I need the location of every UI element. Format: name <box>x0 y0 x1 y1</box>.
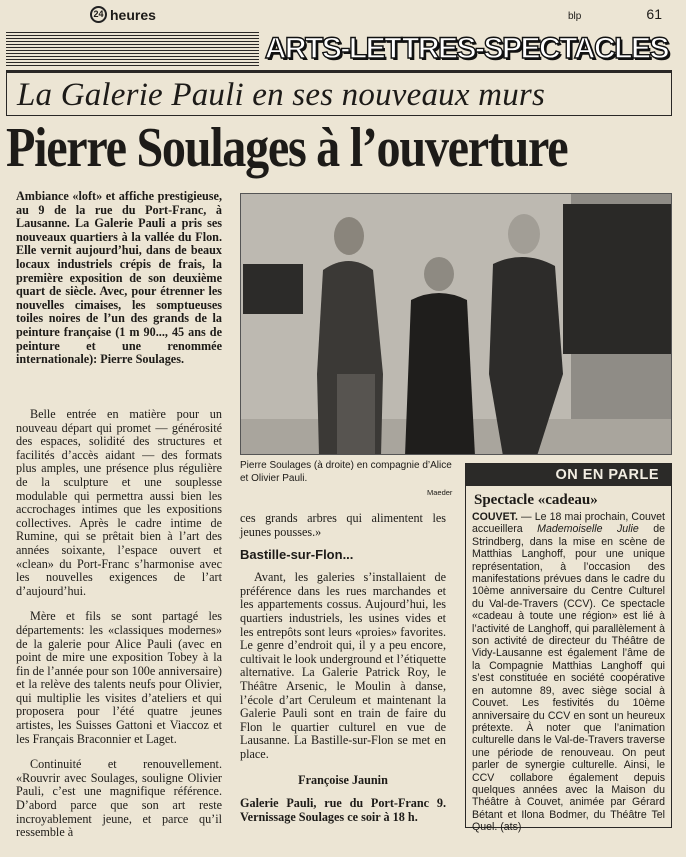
article-kicker: La Galerie Pauli en ses nouveaux murs <box>17 77 545 113</box>
author-byline: Françoise Jaunin <box>298 772 388 787</box>
page-number: 61 <box>646 6 662 22</box>
text-part: — Le 18 mai prochain, Couvet accueillera <box>472 511 665 536</box>
paragraph: Continuité et renouvellement. «Rouvrir avec Soulages, souligne Olivier Pauli, c’est une magnifique référence. D’abord parce que son art reste incroyablement jeune, et parce qu’il ressemble à <box>16 757 222 840</box>
dateline: COUVET. <box>472 511 518 523</box>
masthead <box>90 6 662 26</box>
practical-info: Galerie Pauli, rue du Port-Franc 9. Vernissage Soulages ce soir à 18 h. <box>240 796 446 824</box>
paragraph: Belle entrée en matière pour un nouveau départ qui promet — générosité des espaces, solidité des structures et facilités d’accès aidant — des formats plus amples, une présence plus régulière de la sculpture et une souplesse modulable qui permettra aussi bien les accrochages intimes que les expositions collectives. Après le cadre intime de Rumine, qui se prêtait bien à l’art des années soixante, l’espace ouvert et «clean» du Port-Franc s’harmonise avec les nouvelles exigences de l’art d’aujourd’hui. <box>16 407 222 598</box>
subheading: Bastille-sur-Flon... <box>240 547 354 563</box>
section-banner <box>6 32 672 66</box>
initials: blp <box>568 11 582 22</box>
kicker-box <box>6 70 672 116</box>
photo-credit: Maeder <box>427 488 453 497</box>
logo-text: heures <box>110 6 156 23</box>
article-body-column-1 <box>16 408 222 852</box>
newspaper-logo <box>90 6 156 23</box>
logo-number: 24 <box>90 6 107 23</box>
on-en-parle-title: Spectacle «cadeau» <box>474 492 598 508</box>
photo-caption: Pierre Soulages (à droite) en compagnie d’Alice et Olivier Pauli. <box>240 460 452 484</box>
paragraph: Avant, les galeries s’installaient de préférence dans les rues marchandes et les appartements cossus. Aujourd’hui, les quartiers industriels, les usines vides et les entrepôts sont leurs «proies» favorites. Le genre d’endroit qui, il y a peu encore, cultivait le look underground et l’étiquette alternative. La Galerie Patrick Roy, le Théâtre Arsenic, le Moulin à danse, l’école d’art Ceruleum et maintenant la Galerie Pauli sont en train de faire du Flon le quartier culturel en vue de Lausanne. La Bastille-sur-Flon se met en place. <box>240 570 446 761</box>
play-title: Mademoiselle Julie <box>537 523 639 536</box>
article-headline: Pierre Soulages à l’ouverture <box>6 117 568 179</box>
section-title: ARTS-LETTRES-SPECTACLES <box>259 32 672 66</box>
text-part: de Strindberg, dans la mise en scène de Matthias Langhoff, pour une unique représentation, à l’occasion des manifestations prévues dans le cadre du 10ème anniversaire du Centre Culturel du Val-de-Travers (CCV). Ce spectacle «cadeau à toute une région» est lié à l’activité de Langhoff, qui parallèlement à son activité de directeur du Théâtre de Vidy-Lausanne est également l’âme de la Compagnie Matthias Langhoff qui s’est constituée en société coopérative en automne 89, avec siège social à Couvet. Les festivités du 10ème anniversaire du CCV en sont un heureux prétexte. À noter que l’animation culturelle dans le Val-de-Travers traverse une période de renouveau. On peut parler de synergie culturelle. Ainsi, le CCV collabore également depuis quelques années avec la Maison du Théâtre à Couvet, animée par Gérard Bétant et Ilona Bodmer, du Théâtre Tel Quel. (ats) <box>472 523 666 834</box>
article-lead: Ambiance «loft» et affiche prestigieuse, au 9 de la rue du Port-Franc, à Lausanne. La Galerie Pauli a pris ses nouveaux quartiers à la vallée du Flon. Elle vernit aujourd’hui, dans de beaux locaux industriels crépis de frais, la première exposition de son deuxième quart de siècle. Avec, pour étrenner les nouvelles cimaises, les somptueuses toiles noires de l’un des grands de la peinture française (1 m 90..., 45 ans de peinture et une renommée internationale): Pierre Soulages. <box>16 189 222 367</box>
article-body-column-2 <box>240 512 446 824</box>
photo-image <box>241 194 672 455</box>
on-en-parle-header: ON EN PARLE <box>466 464 671 486</box>
article-photo <box>240 193 672 455</box>
on-en-parle-box <box>465 463 672 834</box>
paragraph-continuation: ces grands arbres qui alimentent les jeunes pousses.» <box>240 511 446 539</box>
paragraph: Mère et fils se sont partagé les départements: les «classiques modernes» de la galerie pour Alice Pauli (avec en point de mire une exposition Tobey à la fin de l’année pour son 100e anniversaire) et la relève des talents neufs pour Olivier, qui multiplie les visites d’ateliers et qui proposera pour l’été quatre jeunes artistes, les Suisses Gattoni et Viaccoz et les Français Braconnier et Laget. <box>16 609 222 746</box>
on-en-parle-text <box>466 511 671 834</box>
